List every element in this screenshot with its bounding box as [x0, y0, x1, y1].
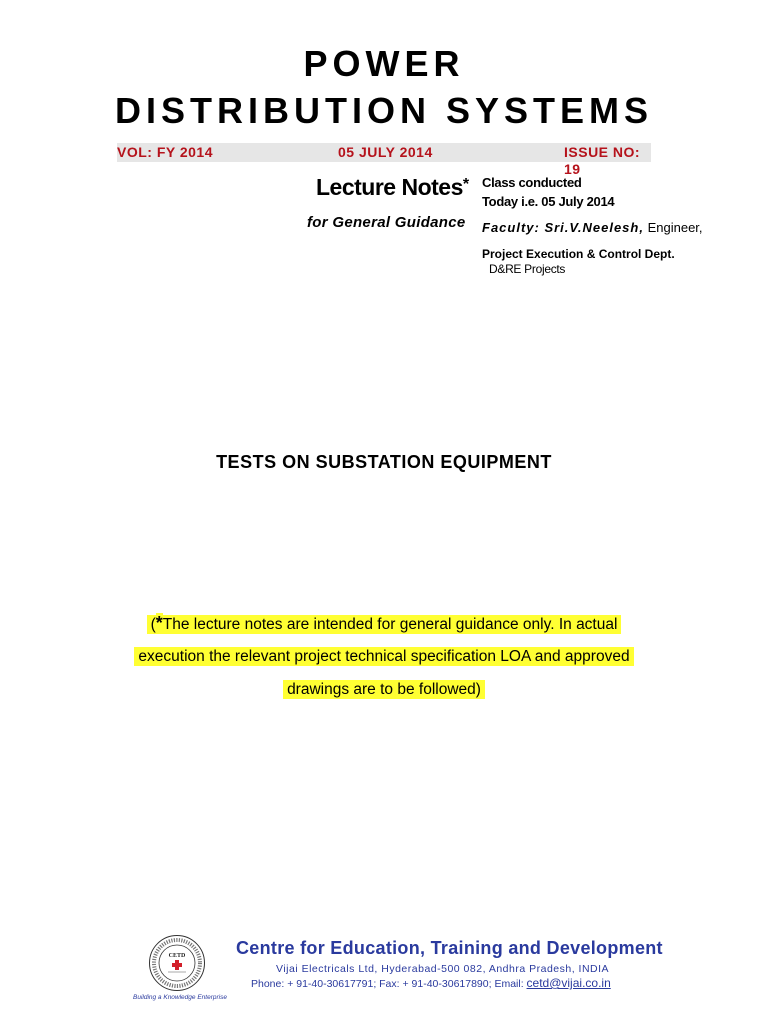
- class-date: Today i.e. 05 July 2014: [482, 194, 615, 209]
- address-line: Vijai Electricals Ltd, Hyderabad-500 082, Andhra Pradesh, INDIA: [276, 963, 610, 975]
- note-text-1: The lecture notes are intended for general guidance only. In actual: [162, 616, 618, 633]
- volume-label: VOL: FY 2014: [117, 144, 214, 160]
- email-link[interactable]: cetd@vijai.co.in: [526, 976, 611, 990]
- note-text-3: drawings are to be followed): [283, 680, 485, 699]
- note-star: *: [155, 613, 163, 633]
- note-line-1: [0, 612, 768, 636]
- note-text-2: execution the relevant project technical specification LOA and approved: [134, 647, 633, 666]
- contact-line: [251, 976, 611, 990]
- faculty-line: [482, 220, 703, 235]
- page-heading: TESTS ON SUBSTATION EQUIPMENT: [216, 452, 552, 472]
- note-line-2: [0, 646, 768, 668]
- issue-number: ISSUE NO: 19: [564, 144, 641, 177]
- note-highlight-1: [147, 615, 622, 634]
- lecture-subtitle: for General Guidance: [307, 214, 466, 231]
- issue-date: 05 JULY 2014: [338, 144, 433, 160]
- issue-bar: [117, 143, 651, 177]
- department: [482, 246, 675, 261]
- lecture-star: *: [462, 176, 469, 193]
- phone-fax: Phone: + 91-40-30617791; Fax: + 91-40-30617890; Email:: [251, 978, 527, 990]
- centre-name: Centre for Education, Training and Development: [236, 938, 663, 958]
- note-line-3: [0, 679, 768, 701]
- tagline: Building a Knowledge Enterprise: [133, 994, 227, 1001]
- cetd-seal-logo: [148, 934, 206, 992]
- title-line-2: DISTRIBUTION SYSTEMS: [114, 90, 654, 131]
- lecture-title-text: Lecture Notes: [316, 174, 463, 200]
- faculty-name: Faculty: Sri.V.Neelesh,: [482, 220, 644, 235]
- department-name: Project Execution & Control Dept.: [482, 247, 675, 261]
- seal-text: CETD: [168, 953, 186, 959]
- lecture-notes-title: [316, 174, 469, 201]
- projects-label: D&RE Projects: [489, 262, 566, 276]
- note-open-paren: (: [150, 616, 156, 633]
- title-line-1: POWER: [303, 43, 465, 84]
- faculty-role: Engineer,: [643, 220, 703, 235]
- class-conducted: Class conducted: [482, 175, 582, 190]
